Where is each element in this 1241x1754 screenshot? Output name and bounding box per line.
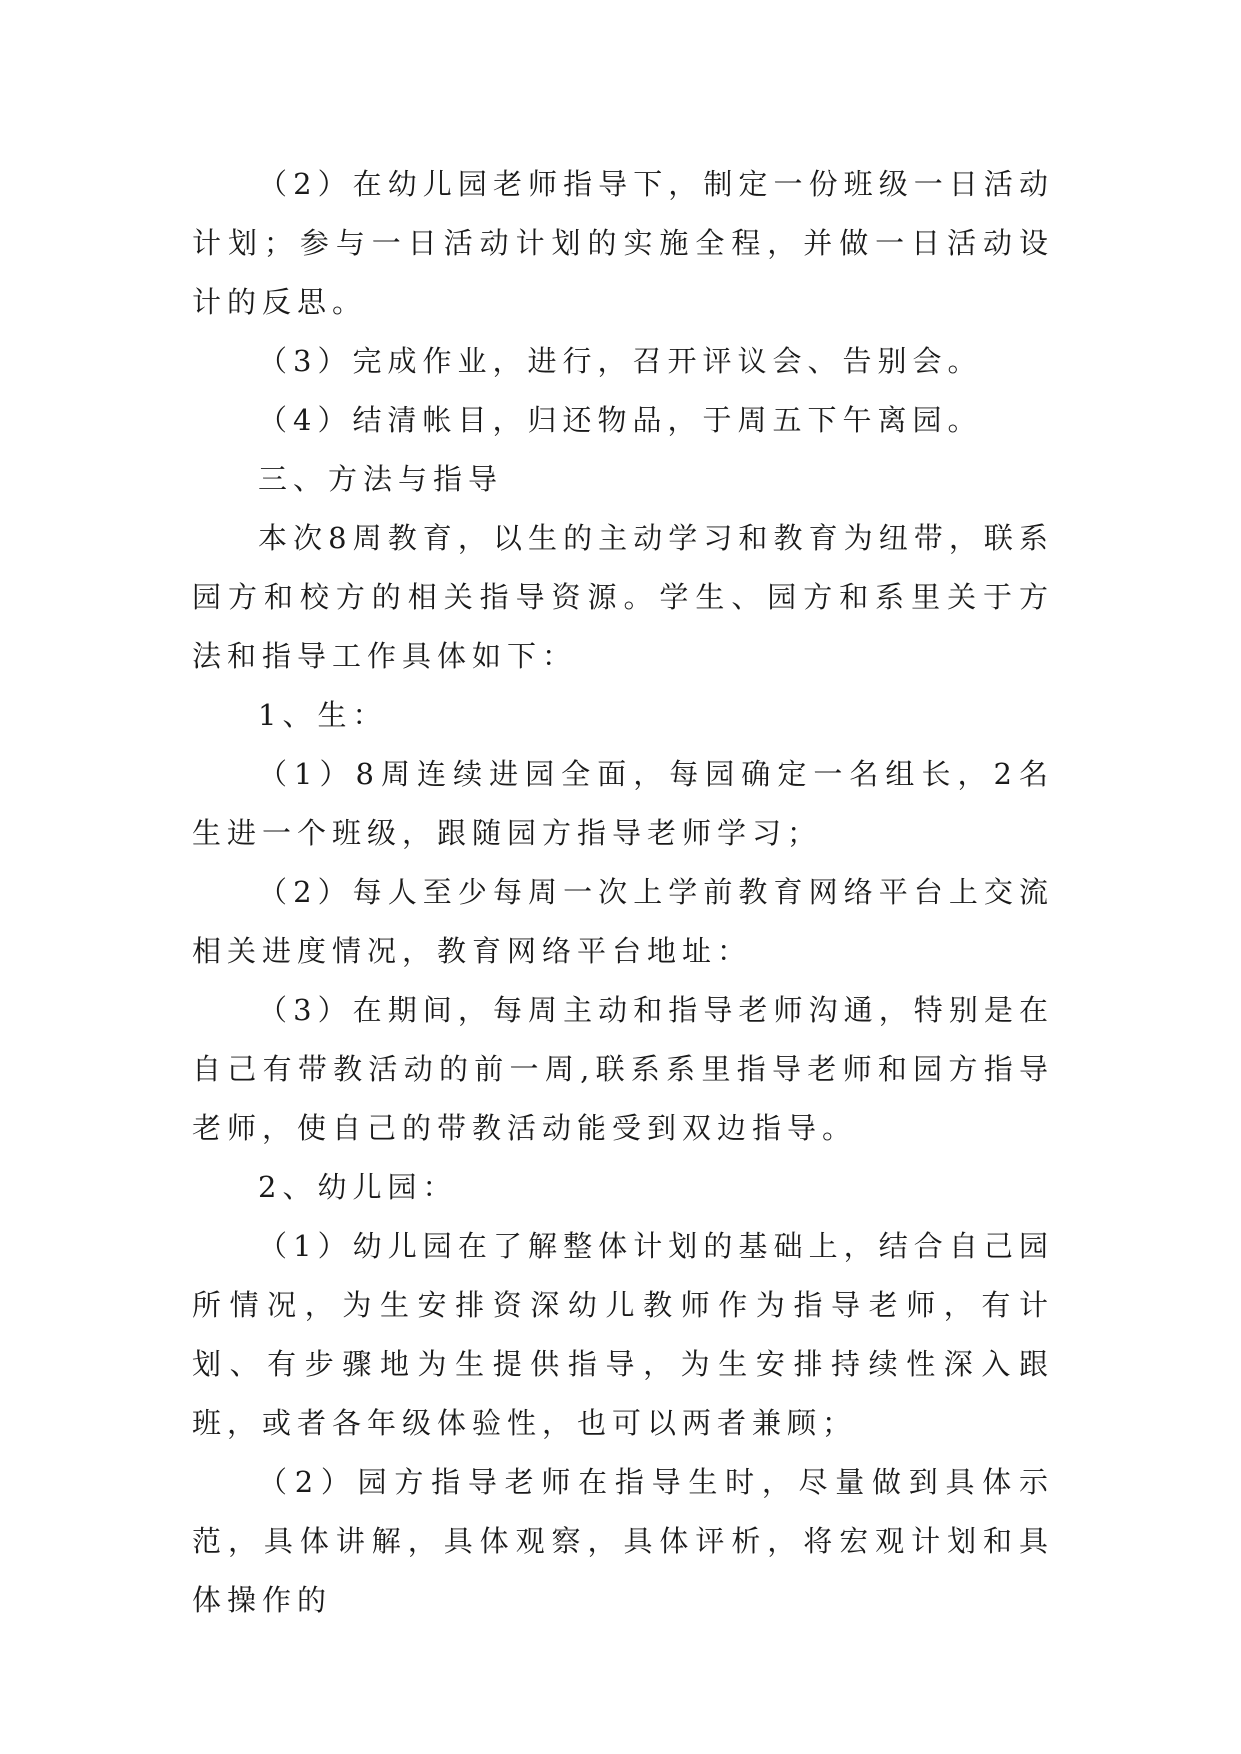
subheading-students: 1、生： [258, 698, 388, 732]
document-body [192, 155, 1054, 1630]
paragraph-homework: （3）完成作业，进行，召开评议会、告别会。 [258, 344, 983, 378]
paragraph-kindergarten-item-2: （2）园方指导老师在指导生时，尽量做到具体示范，具体讲解，具体观察，具体评析，将宏观计划和具体操作的 [192, 1465, 1054, 1617]
paragraph-intro-eight-weeks: 本次8周教育，以生的主动学习和教育为纽带，联系园方和校方的相关指导资源。学生、园方和系里关于方法和指导工作具体如下： [192, 521, 1054, 673]
paragraph-kindergarten-item-1: （1）幼儿园在了解整体计划的基础上，结合自己园所情况，为生安排资深幼儿教师作为指导老师，有计划、有步骤地为生提供指导，为生安排持续性深入跟班，或者各年级体验性，也可以两者兼顾； [192, 1229, 1054, 1440]
paragraph-student-item-3: （3）在期间，每周主动和指导老师沟通，特别是在自己有带教活动的前一周,联系系里指导老师和园方指导老师，使自己的带教活动能受到双边指导。 [192, 993, 1054, 1145]
paragraph-student-item-1: （1）8周连续进园全面，每园确定一名组长，2名生进一个班级，跟随园方指导老师学习； [192, 757, 1054, 850]
section-heading-methods: 三、方法与指导 [258, 462, 504, 496]
paragraph-student-item-2: （2）每人至少每周一次上学前教育网络平台上交流相关进度情况，教育网络平台地址： [192, 875, 1054, 968]
subheading-kindergarten: 2、幼儿园： [258, 1170, 458, 1204]
paragraph-settle-accounts: （4）结清帐目，归还物品，于周五下午离园。 [258, 403, 983, 437]
paragraph-daily-plan: （2）在幼儿园老师指导下，制定一份班级一日活动计划；参与一日活动计划的实施全程，并做一日活动设计的反思。 [192, 167, 1054, 319]
